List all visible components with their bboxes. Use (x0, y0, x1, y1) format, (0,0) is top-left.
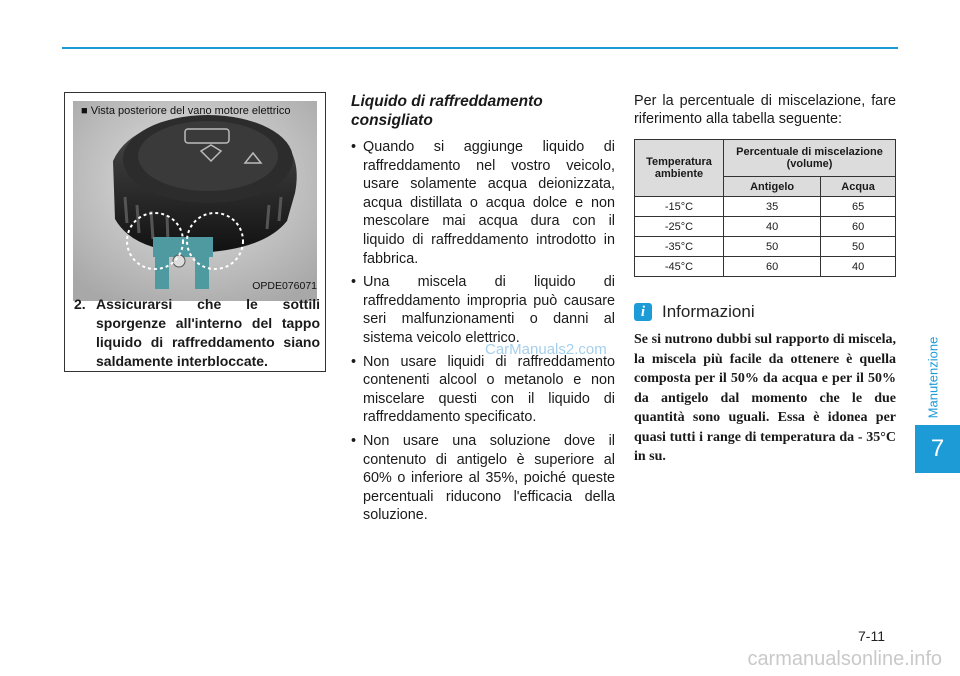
cell-temperature: -15°C (635, 197, 724, 217)
figure-caption: ■ Vista posteriore del vano motore elettrico (81, 105, 291, 117)
info-box (634, 302, 896, 467)
bullet-list (351, 138, 615, 525)
col-header-antigelo: Antigelo (724, 177, 821, 197)
bullet-dot: • (351, 274, 357, 291)
figure-box (64, 92, 326, 372)
cell-acqua: 40 (821, 257, 896, 277)
cell-antigelo: 35 (724, 197, 821, 217)
mixture-section (634, 92, 896, 464)
table-row (635, 197, 896, 217)
list-item (351, 273, 615, 347)
list-item (351, 432, 615, 525)
cell-acqua: 65 (821, 197, 896, 217)
page-number: 7-11 (858, 628, 885, 644)
cell-temperature: -25°C (635, 217, 724, 237)
list-item (351, 353, 615, 427)
chapter-side-label (918, 322, 948, 432)
mixture-table (634, 139, 896, 277)
col-header-temperature: Temperatura ambiente (635, 140, 724, 197)
top-rule (62, 47, 898, 49)
col-header-percentage: Percentuale di miscelazione (volume) (724, 140, 896, 177)
info-body: Se si nutrono dubbi sul rapporto di miscela, la miscela più facile da ottenere è quella composta per il 50% da acqua e per il 50% da antigelo dal momento che le due quantità sono uguali. Essa è idonea per quasi tutti i range di temperatura da - 35°C in su. (634, 332, 896, 464)
cell-antigelo: 50 (724, 237, 821, 257)
cell-antigelo: 60 (724, 257, 821, 277)
table-row (635, 257, 896, 277)
table-row (635, 237, 896, 257)
bullet-dot: • (351, 139, 357, 155)
chapter-name: Manutenzione (925, 336, 941, 418)
bullet-dot: • (351, 353, 357, 370)
watermark-overlay: CarManuals2.com (485, 341, 607, 358)
step-number: 2. (74, 296, 86, 312)
figure-code: OPDE076071 (252, 280, 317, 292)
step-text: Assicurarsi che le sottili sporgenze all'interno del tappo liquido di raffreddamento siano saldamente interbloccate. (96, 296, 320, 369)
bullet-text: Una miscela di liquido di raffreddamento impropria può causare seri malfunzionamenti o danni al sistema veicolo elettrico. (363, 274, 615, 346)
bullet-text: Quando si aggiunge liquido di raffreddamento nel vostro veicolo, usare solamente acqua deionizzata, acqua distillata o acqua dolce e non mescolare mai acqua dura con il liquido di raffreddamento introdotto in fabbrica. (363, 139, 615, 267)
table-intro: Per la percentuale di miscelazione, fare riferimento alla tabella seguente: (634, 93, 896, 127)
section-title: Liquido di raffreddamento consigliato (351, 93, 543, 129)
cell-temperature: -35°C (635, 237, 724, 257)
info-header (634, 302, 896, 322)
bullet-text: Non usare liquidi di raffreddamento contenenti alcool o metanolo e non miscelare questi con il liquido di raffreddamento specificato. (363, 353, 615, 426)
coolant-cap-illustration (73, 101, 317, 301)
list-item (351, 138, 615, 268)
bullet-text: Non usare una soluzione dove il contenuto di antigelo è superiore al 60% o inferiore al 35%, poiché queste percentuali riducono l'efficacia della soluzione. (363, 432, 615, 524)
info-icon: i (634, 303, 652, 321)
cell-acqua: 60 (821, 217, 896, 237)
cell-temperature: -45°C (635, 257, 724, 277)
bullet-dot: • (351, 432, 357, 449)
cell-antigelo: 40 (724, 217, 821, 237)
footer-watermark: carmanualsonline.info (747, 648, 942, 670)
col-header-acqua: Acqua (821, 177, 896, 197)
chapter-tab: 7 (915, 425, 960, 473)
coolant-cap-image (73, 101, 317, 301)
cell-acqua: 50 (821, 237, 896, 257)
step-instruction (74, 295, 320, 371)
coolant-section (351, 92, 615, 530)
table-row (635, 217, 896, 237)
info-title: Informazioni (662, 302, 755, 321)
